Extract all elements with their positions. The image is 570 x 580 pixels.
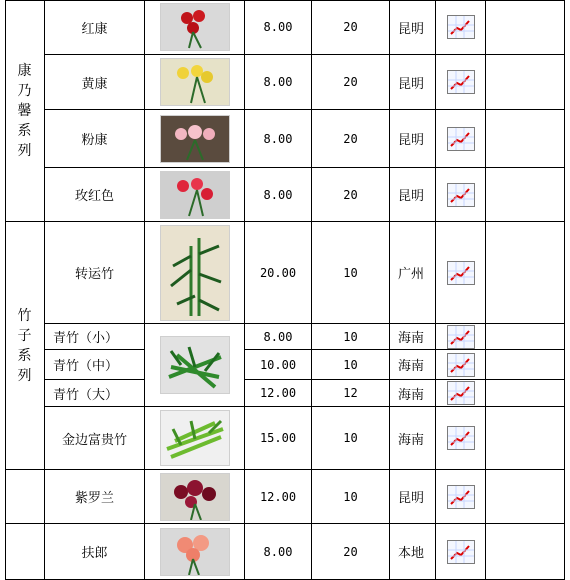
flower-name: 黄康 [81,76,108,92]
origin-value: 海南 [398,432,425,448]
trend-chart-icon[interactable] [447,353,475,377]
row-7-price [245,380,312,407]
origin-value: 昆明 [398,21,425,37]
vertical-char: 子 [17,327,32,344]
trend-chart-icon[interactable] [447,426,475,450]
row-5-qty [312,324,390,350]
quantity-value: 20 [343,187,358,202]
vertical-char: 系 [17,122,32,139]
row-4-name [45,222,145,324]
row-6-trend [436,350,486,380]
price-value: 8.00 [263,20,293,34]
flower-name: 粉康 [81,133,108,148]
row-2-trend [436,110,486,168]
trend-chart-icon[interactable] [447,381,475,405]
row-5-price [245,324,312,350]
flower-name: 青竹（小） [53,331,119,346]
row-3-price [245,168,312,222]
row-2-name [45,110,145,168]
row-3-extra [486,168,565,222]
row-5-origin [390,324,436,350]
group-empty-2 [5,524,45,580]
vertical-char: 馨 [17,102,32,119]
row-1-qty [312,55,390,110]
group-carnation-label [18,61,32,161]
group-bamboo [5,222,45,470]
row-3-qty [312,168,390,222]
row-8-name [45,407,145,470]
trend-chart-icon[interactable] [447,325,475,349]
flower-photo [160,336,230,394]
quantity-value: 20 [343,544,358,559]
trend-chart-icon[interactable] [447,183,475,207]
quantity-value: 12 [343,386,358,400]
trend-chart-icon[interactable] [447,127,475,151]
row-5-trend [436,324,486,350]
row-8-origin [390,407,436,470]
origin-value: 海南 [398,387,425,403]
row-7-name [45,380,145,407]
row-6-origin [390,350,436,380]
trend-chart-icon[interactable] [447,70,475,94]
flower-photo [160,171,230,219]
origin-value: 海南 [398,331,425,346]
group-bamboo-label [18,306,32,386]
row-10-image [145,524,245,580]
row-0-origin [390,0,436,55]
vertical-char: 康 [17,62,32,79]
quantity-value: 20 [343,75,358,89]
price-value: 10.00 [259,357,297,372]
vertical-char: 竹 [17,307,32,324]
row-0-price [245,0,312,55]
row-10-qty [312,524,390,580]
row-4-trend [436,222,486,324]
row-1-image [145,55,245,110]
row-6-price [245,350,312,380]
flower-photo [160,3,230,51]
row-10-name [45,524,145,580]
price-value: 8.00 [263,75,293,89]
row-8-qty [312,407,390,470]
flower-name: 青竹（大） [53,387,119,403]
quantity-value: 10 [343,265,358,280]
row-3-image [145,168,245,222]
flower-name: 紫罗兰 [74,491,114,506]
flower-name: 红康 [81,21,108,37]
row-9-price [245,470,312,524]
price-value: 8.00 [263,131,293,146]
flower-photo [160,473,230,521]
row-3-trend [436,168,486,222]
group-carnation [5,0,45,222]
row-4-extra [486,222,565,324]
flower-photo [160,410,230,466]
row-3-origin [390,168,436,222]
row-0-image [145,0,245,55]
row-1-price [245,55,312,110]
row-8-image [145,407,245,470]
origin-value: 昆明 [398,189,425,204]
row-10-origin [390,524,436,580]
row-7-extra [486,380,565,407]
group-empty-1 [5,470,45,524]
vertical-char: 列 [17,367,32,384]
row-1-extra [486,55,565,110]
origin-value: 昆明 [398,133,425,148]
trend-chart-icon[interactable] [447,485,475,509]
flower-photo [160,58,230,106]
row-9-qty [312,470,390,524]
row-2-origin [390,110,436,168]
row-7-trend [436,380,486,407]
vertical-char: 列 [17,142,32,159]
row-7-origin [390,380,436,407]
row-0-qty [312,0,390,55]
row-6-name [45,350,145,380]
row-4-origin [390,222,436,324]
row-10-price [245,524,312,580]
row-7-qty [312,380,390,407]
flower-name: 青竹（中） [53,359,119,374]
origin-value: 广州 [398,267,425,282]
row-5-7-image [145,324,245,407]
row-9-name [45,470,145,524]
row-4-price [245,222,312,324]
price-value: 8.00 [263,187,293,202]
price-value: 12.00 [259,386,297,400]
row-6-extra [486,350,565,380]
price-value: 20.00 [259,265,297,280]
flower-photo [160,115,230,163]
row-2-price [245,110,312,168]
row-10-extra [486,524,565,580]
row-9-image [145,470,245,524]
row-8-extra [486,407,565,470]
quantity-value: 10 [343,431,358,445]
vertical-char: 乃 [17,82,32,99]
row-9-extra [486,470,565,524]
trend-chart-icon[interactable] [447,15,475,39]
quantity-value: 20 [343,20,358,34]
flower-name: 扶郎 [81,546,108,561]
quantity-value: 10 [343,489,358,504]
row-0-extra [486,0,565,55]
row-4-qty [312,222,390,324]
origin-value: 海南 [398,359,425,374]
quantity-value: 10 [343,357,358,372]
price-value: 8.00 [263,544,293,559]
row-2-qty [312,110,390,168]
price-value: 15.00 [259,431,297,445]
origin-value: 昆明 [398,491,425,506]
row-2-extra [486,110,565,168]
trend-chart-icon[interactable] [447,540,475,564]
quantity-value: 10 [343,329,358,344]
flower-photo [160,225,230,321]
flower-photo [160,528,230,576]
row-3-name [45,168,145,222]
price-value: 8.00 [263,329,293,344]
row-5-extra [486,324,565,350]
vertical-char: 系 [17,347,32,364]
row-9-origin [390,470,436,524]
quantity-value: 20 [343,131,358,146]
row-4-image [145,222,245,324]
origin-value: 本地 [398,546,425,561]
row-8-trend [436,407,486,470]
row-1-origin [390,55,436,110]
row-6-qty [312,350,390,380]
row-0-name [45,0,145,55]
row-8-price [245,407,312,470]
row-5-name [45,324,145,350]
row-0-trend [436,0,486,55]
row-1-name [45,55,145,110]
flower-name: 玫红色 [74,189,114,204]
row-1-trend [436,55,486,110]
origin-value: 昆明 [398,76,425,92]
flower-name: 金边富贵竹 [61,432,127,448]
flower-name: 转运竹 [74,267,114,282]
row-2-image [145,110,245,168]
trend-chart-icon[interactable] [447,261,475,285]
price-value: 12.00 [259,489,297,504]
row-10-trend [436,524,486,580]
row-9-trend [436,470,486,524]
